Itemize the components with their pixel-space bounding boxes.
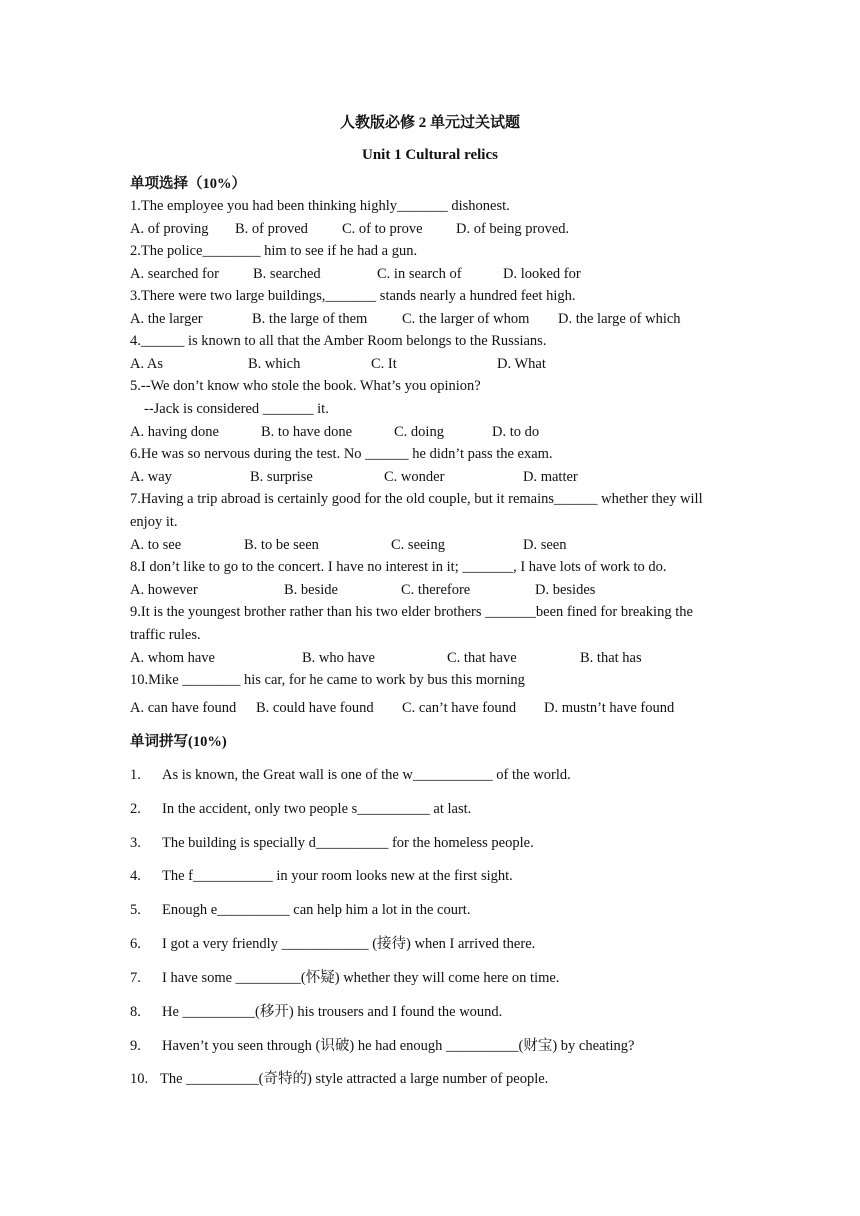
question-option: C. can’t have found [402,700,517,716]
question-option: D. of being proved. [456,221,570,237]
question-option: A. can have found [130,700,237,716]
spelling-item-number: 5. [130,902,141,918]
question-option: C. the larger of whom [402,311,530,327]
question-stem: 3.There were two large buildings,_______ stands nearly a hundred feet high. [130,288,576,304]
question-option: A. way [130,469,172,485]
question-option: B. searched [253,266,321,282]
question-option: D. What [497,356,546,372]
question-option: C. doing [394,424,444,440]
question-option: A. searched for [130,266,219,282]
question-stem: 4.______ is known to all that the Amber Room belongs to the Russians. [130,333,547,349]
question-stem: 6.He was so nervous during the test. No ______ he didn’t pass the exam. [130,446,553,462]
question-option: C. wonder [384,469,445,485]
spelling-item-text: The building is specially d__________ for the homeless people. [162,835,534,851]
question-option: B. to have done [261,424,353,440]
spelling-item-number: 7. [130,970,141,986]
section-heading-multiple-choice: 单项选择（10%） [130,176,246,192]
question-option: B. that has [580,650,642,666]
question-stem: 10.Mike ________ his car, for he came to work by bus this morning [130,672,525,688]
spelling-item-number: 10. [130,1071,149,1087]
question-option: B. surprise [250,469,313,485]
document-subtitle: Unit 1 Cultural relics [362,147,498,163]
spelling-item-number: 2. [130,801,141,817]
spelling-item-number: 6. [130,936,141,952]
spelling-item-text: I have some _________(怀疑) whether they will come here on time. [162,970,560,986]
question-option: A. of proving [130,221,209,237]
question-option: B. the large of them [252,311,368,327]
spelling-item-number: 1. [130,767,141,783]
question-stem: traffic rules. [130,627,201,643]
question-option: D. to do [492,424,540,440]
spelling-item-text: As is known, the Great wall is one of the w___________ of the world. [162,767,571,783]
spelling-item-text: He __________(移开) his trousers and I found the wound. [162,1004,503,1020]
question-stem: 5.--We don’t know who stole the book. What’s you opinion? [130,378,481,394]
question-option: D. matter [523,469,578,485]
spelling-item-number: 4. [130,868,141,884]
question-stem: 7.Having a trip abroad is certainly good for the old couple, but it remains______ whether they will [130,491,703,507]
spelling-item-text: In the accident, only two people s__________ at last. [162,801,472,817]
spelling-item-number: 8. [130,1004,141,1020]
question-option: D. mustn’t have found [544,700,675,716]
question-option: A. the larger [130,311,203,327]
section-heading-spelling: 单词拼写(10%) [130,734,227,750]
question-stem: 9.It is the youngest brother rather than his two elder brothers _______been fined for breaking the [130,604,693,620]
question-option: A. As [130,356,164,372]
question-option: B. of proved [235,221,308,237]
question-option: D. besides [535,582,596,598]
question-option: B. who have [302,650,375,666]
spelling-item-number: 3. [130,835,141,851]
question-option: B. to be seen [244,537,319,553]
question-option: C. of to prove [342,221,423,237]
question-option: C. It [371,356,397,372]
question-option: D. seen [523,537,567,553]
document-title: 人教版必修 2 单元过关试题 [340,115,521,131]
spelling-item-text: The __________(奇特的) style attracted a large number of people. [160,1071,549,1087]
question-stem: 8.I don’t like to go to the concert. I have no interest in it; _______, I have lots of work to do. [130,559,667,575]
question-option: D. looked for [503,266,581,282]
question-option: A. whom have [130,650,215,666]
question-stem: 1.The employee you had been thinking highly_______ dishonest. [130,198,510,214]
question-option: C. in search of [377,266,462,282]
question-option: A. to see [130,537,182,553]
question-option: C. that have [447,650,517,666]
question-stem: --Jack is considered _______ it. [144,401,329,417]
question-option: B. could have found [256,700,374,716]
spelling-item-text: Enough e__________ can help him a lot in the court. [162,902,471,918]
spelling-item-text: The f___________ in your room looks new at the first sight. [162,868,513,884]
question-stem: enjoy it. [130,514,178,530]
spelling-item-text: I got a very friendly ____________ (接待) when I arrived there. [162,936,536,952]
question-option: D. the large of which [558,311,681,327]
question-option: B. which [248,356,301,372]
question-option: B. beside [284,582,338,598]
question-option: C. seeing [391,537,445,553]
question-option: C. therefore [401,582,471,598]
question-stem: 2.The police________ him to see if he had a gun. [130,243,418,259]
question-option: A. having done [130,424,219,440]
spelling-item-text: Haven’t you seen through (识破) he had enough __________(财宝) by cheating? [162,1038,635,1054]
question-option: A. however [130,582,198,598]
spelling-item-number: 9. [130,1038,141,1054]
